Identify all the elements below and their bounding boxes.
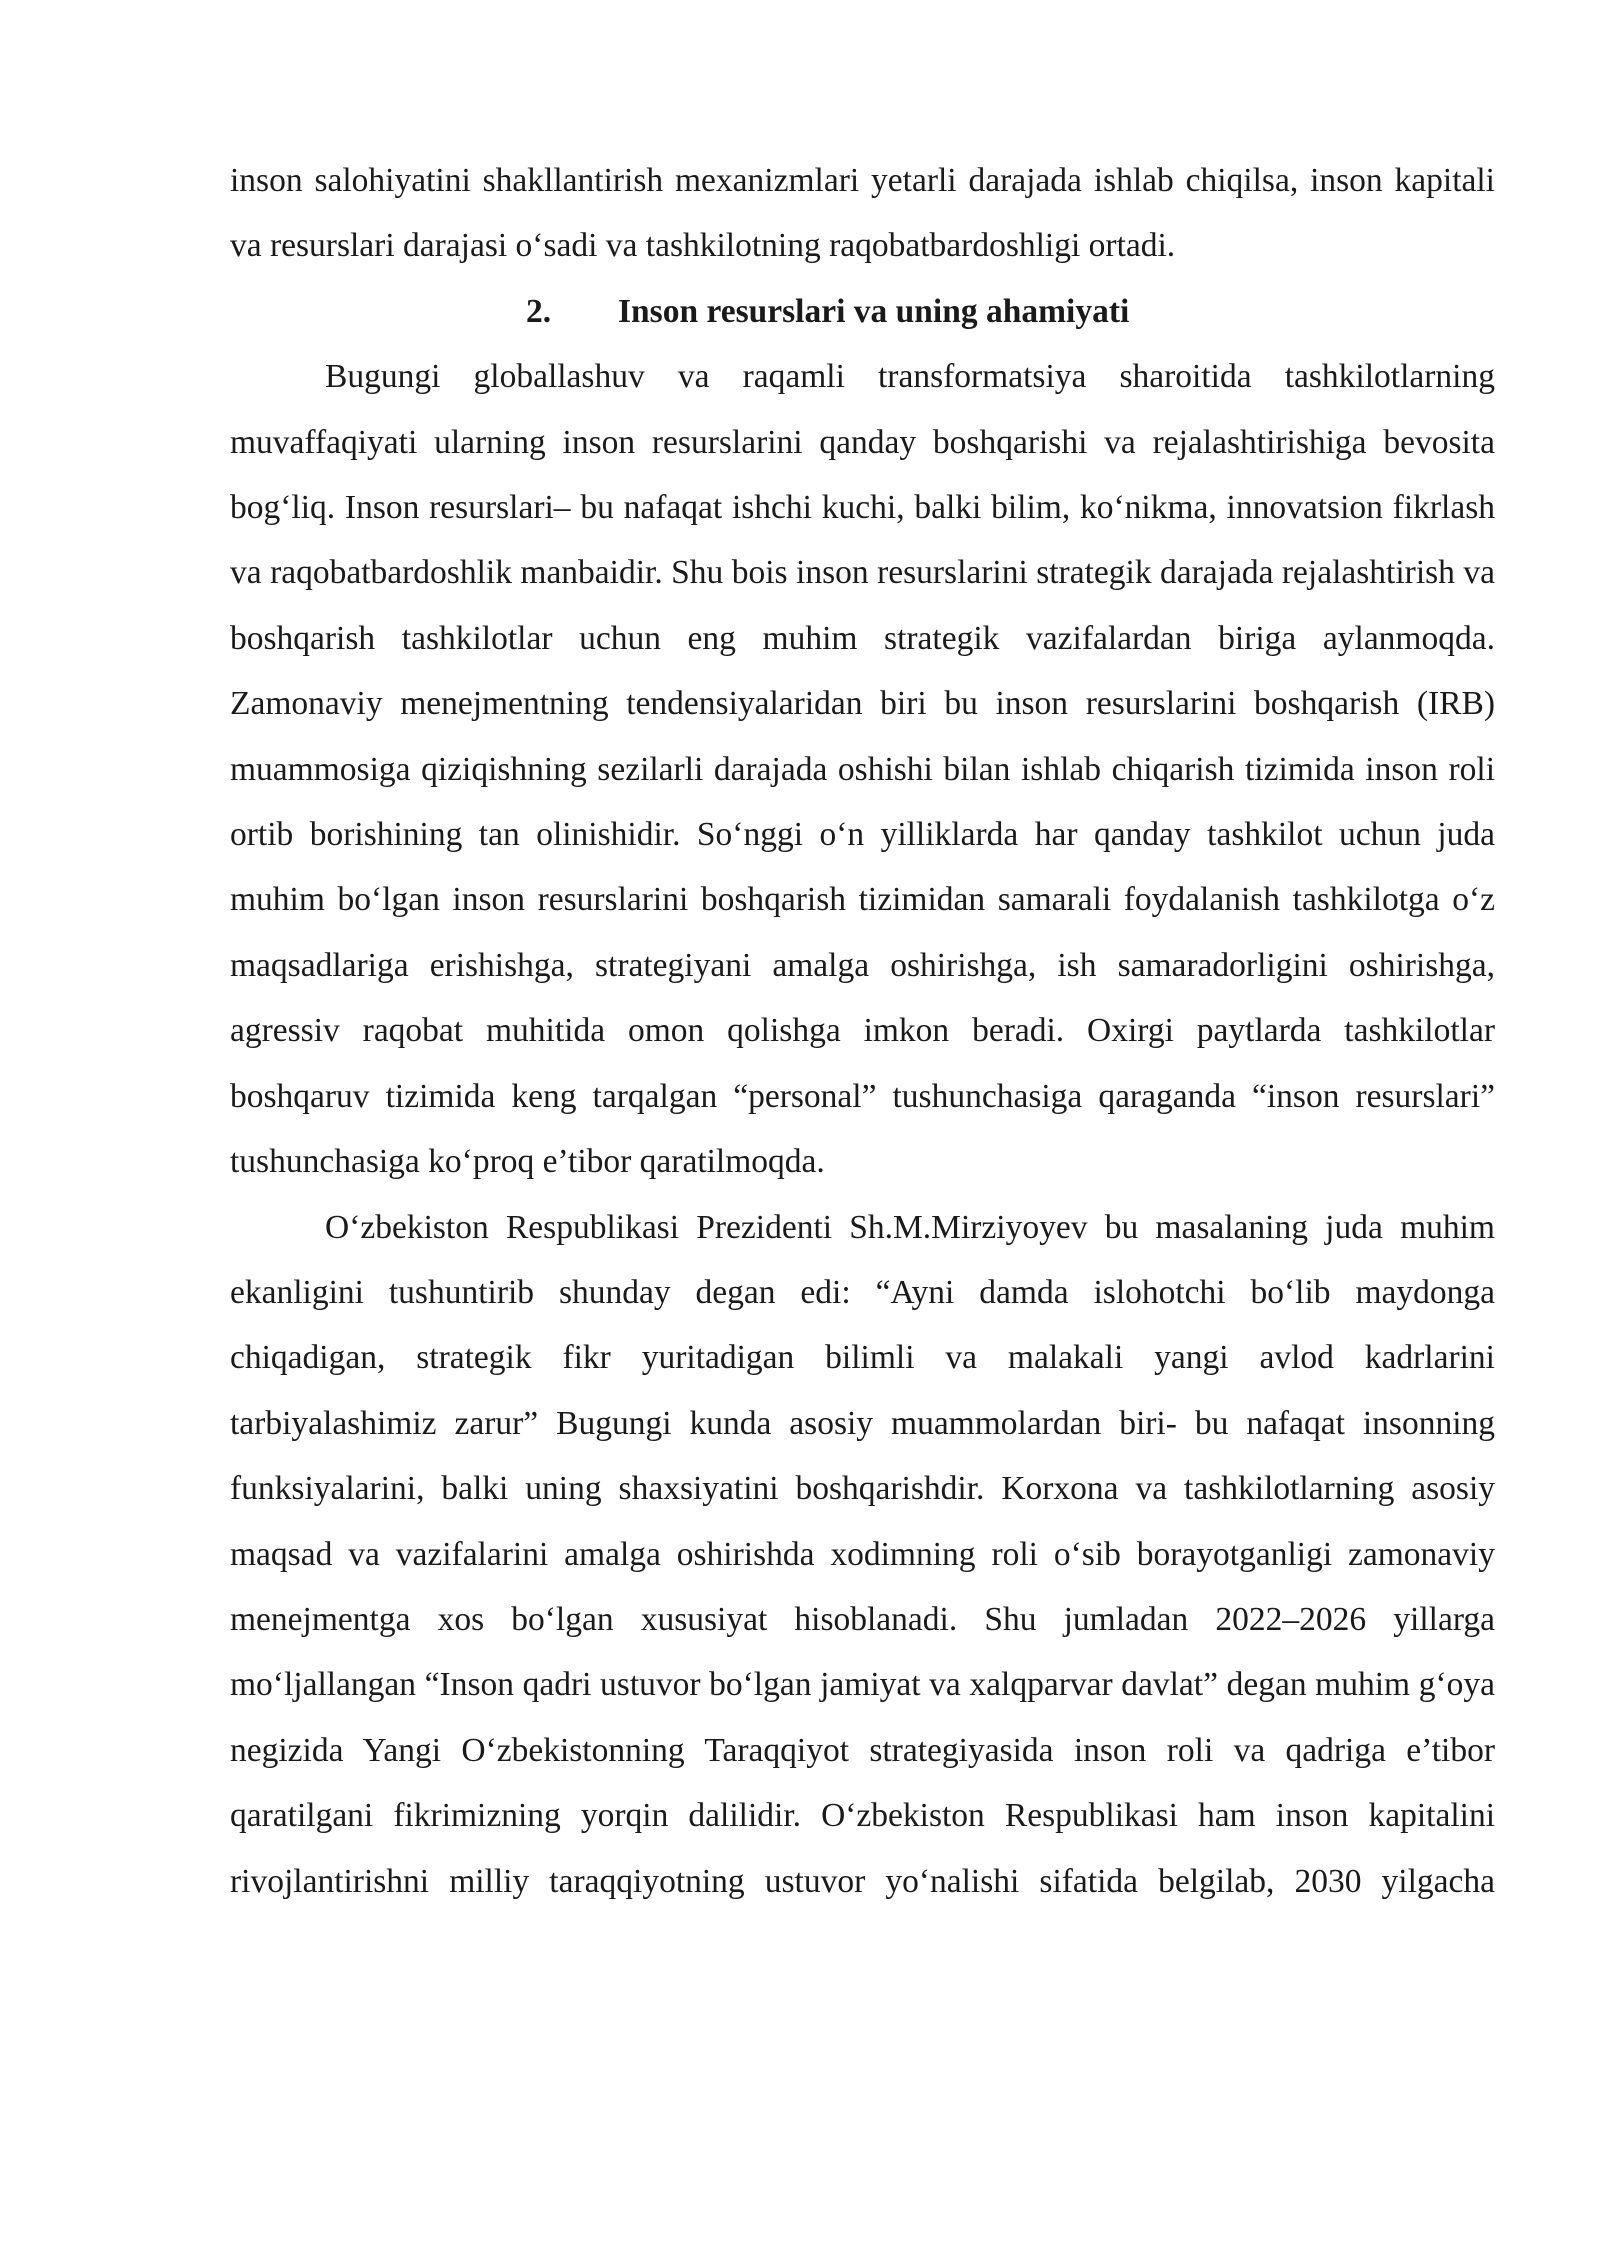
body-paragraph-1: Bugungi globallashuv va raqamli transformatsiya sharoitida tashkilotlarning muvaffaqiyati ularning inson resurslarini qanday boshqarishi va rejalashtirishiga bevosita bogʻliq. Inson resurslari– bu nafaqat ishchi kuchi, balki bilim, koʻnikma, innovatsion fikrlash va raqobatbardoshlik manbaidir. Shu bois inson resurslarini strategik darajada rejalashtirish va boshqarish tashkilotlar uchun eng muhim strategik vazifalardan biriga aylanmoqda. Zamonaviy menejmentning tendensiyalaridan biri bu inson resurslarini boshqarish (IRB) muammosiga qiziqishning sezilarli darajada oshishi bilan ishlab chiqarish tizimida inson roli ortib borishining tan olinishidir. Soʻnggi oʻn yilliklarda har qanday tashkilot uchun juda muhim boʻlgan inson resurslarini boshqarish tizimidan samarali foydalanish tashkilotga oʻz maqsadlariga erishishga, strategiyani amalga oshirishga, ish samaradorligini oshirishga, agressiv raqobat muhitida omon qolishga imkon beradi. Oxirgi paytlarda tashkilotlar boshqaruv tizimida keng tarqalgan “personal” tushunchasiga qaraganda “inson resurslari” tushunchasiga koʻproq e’tibor qaratilmoqda.	[230, 358, 1495, 1181]
body-paragraph-2: Oʻzbekiston Respublikasi Prezidenti Sh.M.Mirziyoyev bu masalaning juda muhim ekanligini tushuntirib shunday degan edi: “Ayni damda islohotchi boʻlib maydonga chiqadigan, strategik fikr yuritadigan bilimli va malakali yangi avlod kadrlarini tarbiyalashimiz zarur” Bugungi kunda asosiy muammolardan biri- bu nafaqat insonning funksiyalarini, balki uning shaxsiyatini boshqarishdir. Korxona va tashkilotlarning asosiy maqsad va vazifalarini amalga oshirishda xodimning roli oʻsib borayotganligi zamonaviy menejmentga xos boʻlgan xususiyat hisoblanadi. Shu jumladan 2022–2026 yillarga moʻljallangan “Inson qadri ustuvor boʻlgan jamiyat va xalqparvar davlat” degan muhim gʻoya negizida Yangi Oʻzbekistonning Taraqqiyot strategiyasida inson roli va qadriga e’tibor qaratilgani fikrimizning yorqin dalilidir. Oʻzbekiston Respublikasi ham inson kapitalini rivojlantirishni milliy taraqqiyotning ustuvor yoʻnalishi sifatida belgilab, 2030 yilgacha	[230, 1208, 1495, 1900]
section-title: Inson resurslari va uning ahamiyati	[618, 292, 1130, 330]
section-number: 2.	[526, 292, 552, 330]
section-heading	[230, 279, 1495, 344]
document-body	[230, 148, 1495, 1914]
intro-paragraph: inson salohiyatini shakllantirish mexanizmlari yetarli darajada ishlab chiqilsa, inson kapitali va resurslari darajasi oʻsadi va tashkilotning raqobatbardoshligi ortadi.	[230, 162, 1495, 265]
